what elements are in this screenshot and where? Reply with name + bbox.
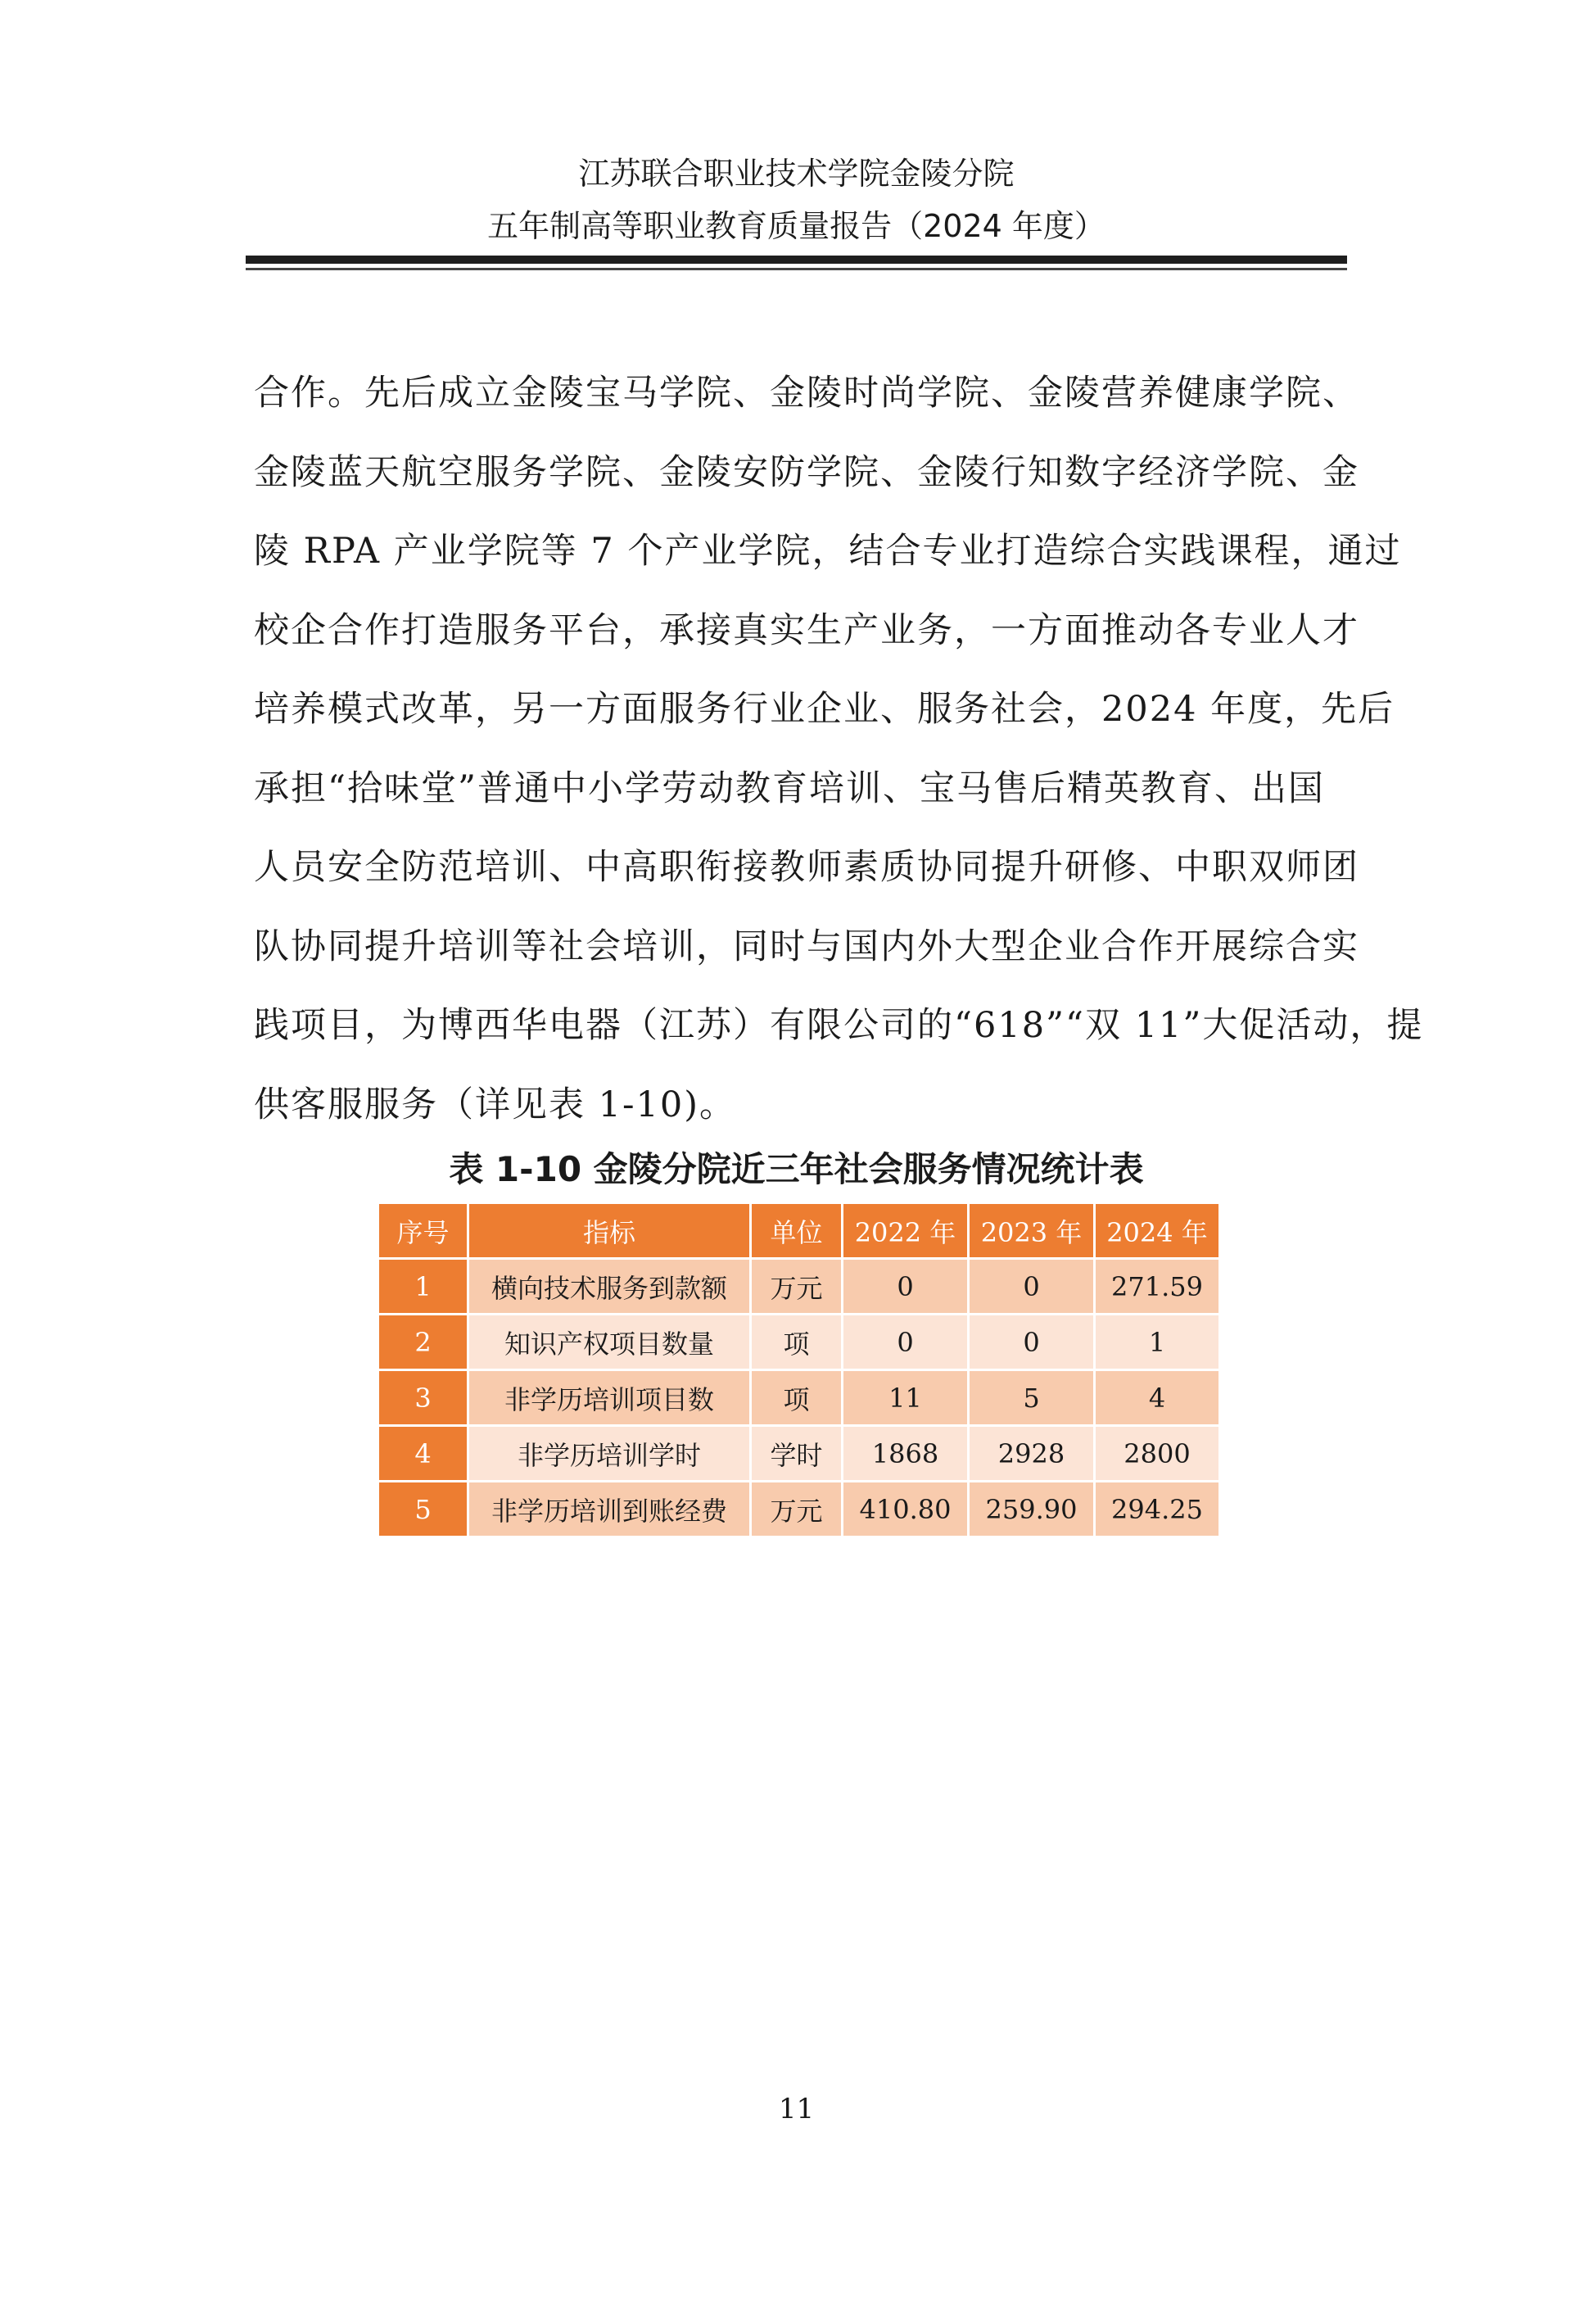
body-paragraph <box>254 354 1424 1144</box>
header-cell-2022: 2022 年 <box>843 1203 969 1259</box>
row-indicator: 知识产权项目数量 <box>468 1315 751 1370</box>
page-header <box>246 147 1347 252</box>
table-row <box>378 1370 1220 1426</box>
row-indicator: 非学历培训项目数 <box>468 1370 751 1426</box>
row-indicator: 横向技术服务到款额 <box>468 1259 751 1315</box>
row-unit: 学时 <box>751 1426 843 1482</box>
row-value-2023: 0 <box>969 1315 1095 1370</box>
row-index: 4 <box>378 1426 468 1482</box>
row-value-2023: 2928 <box>969 1426 1095 1482</box>
row-value-2022: 0 <box>843 1259 969 1315</box>
header-cell-indicator: 指标 <box>468 1203 751 1259</box>
row-value-2024: 2800 <box>1095 1426 1220 1482</box>
body-line: 培养模式改革，另一方面服务行业企业、服务社会，2024 年度，先后 <box>254 689 1395 730</box>
row-value-2022: 410.80 <box>843 1482 969 1537</box>
row-indicator: 非学历培训到账经费 <box>468 1482 751 1537</box>
row-unit: 项 <box>751 1370 843 1426</box>
row-value-2024: 271.59 <box>1095 1259 1220 1315</box>
row-value-2023: 0 <box>969 1259 1095 1315</box>
header-cell-index: 序号 <box>378 1203 468 1259</box>
body-line: 金陵蓝天航空服务学院、金陵安防学院、金陵行知数字经济学院、金 <box>254 451 1359 493</box>
row-value-2024: 294.25 <box>1095 1482 1220 1537</box>
header-report-title: 五年制高等职业教育质量报告（2024 年度） <box>487 208 1105 244</box>
body-line: 陵 RPA 产业学院等 7 个产业学院，结合专业打造综合实践课程，通过 <box>254 531 1402 572</box>
row-value-2022: 11 <box>843 1370 969 1426</box>
header-cell-unit: 单位 <box>751 1203 843 1259</box>
row-value-2023: 259.90 <box>969 1482 1095 1537</box>
social-service-table <box>377 1202 1221 1538</box>
row-index: 3 <box>378 1370 468 1426</box>
header-divider-thin <box>246 268 1347 270</box>
header-school-name: 江苏联合职业技术学院金陵分院 <box>578 156 1015 192</box>
row-index: 2 <box>378 1315 468 1370</box>
table-title: 表 1-10 金陵分院近三年社会服务情况统计表 <box>449 1149 1144 1189</box>
page-number: 11 <box>778 2093 815 2125</box>
row-value-2022: 1868 <box>843 1426 969 1482</box>
body-line: 校企合作打造服务平台，承接真实生产业务，一方面推动各专业人才 <box>254 609 1359 651</box>
row-unit: 万元 <box>751 1259 843 1315</box>
body-line: 队协同提升培训等社会培训，同时与国内外大型企业合作开展综合实 <box>254 926 1359 967</box>
table-row <box>378 1315 1220 1370</box>
row-unit: 项 <box>751 1315 843 1370</box>
body-line: 供客服服务（详见表 1-10)。 <box>254 1084 737 1125</box>
row-value-2024: 4 <box>1095 1370 1220 1426</box>
row-value-2022: 0 <box>843 1315 969 1370</box>
header-cell-2024: 2024 年 <box>1095 1203 1220 1259</box>
row-unit: 万元 <box>751 1482 843 1537</box>
row-value-2024: 1 <box>1095 1315 1220 1370</box>
row-indicator: 非学历培训学时 <box>468 1426 751 1482</box>
table-row <box>378 1482 1220 1537</box>
row-index: 1 <box>378 1259 468 1315</box>
table-header-row <box>378 1203 1220 1259</box>
body-line: 合作。先后成立金陵宝马学院、金陵时尚学院、金陵营养健康学院、 <box>254 373 1359 414</box>
table-row <box>378 1426 1220 1482</box>
body-line: 人员安全防范培训、中高职衔接教师素质协同提升研修、中职双师团 <box>254 847 1359 888</box>
row-value-2023: 5 <box>969 1370 1095 1426</box>
header-divider-thick <box>246 256 1347 264</box>
row-index: 5 <box>378 1482 468 1537</box>
body-line: 践项目，为博西华电器（江苏）有限公司的“618”“双 11”大促活动，提 <box>254 1005 1424 1046</box>
header-cell-2023: 2023 年 <box>969 1203 1095 1259</box>
body-line: 承担“拾味堂”普通中小学劳动教育培训、宝马售后精英教育、出国 <box>254 767 1325 809</box>
table-row <box>378 1259 1220 1315</box>
